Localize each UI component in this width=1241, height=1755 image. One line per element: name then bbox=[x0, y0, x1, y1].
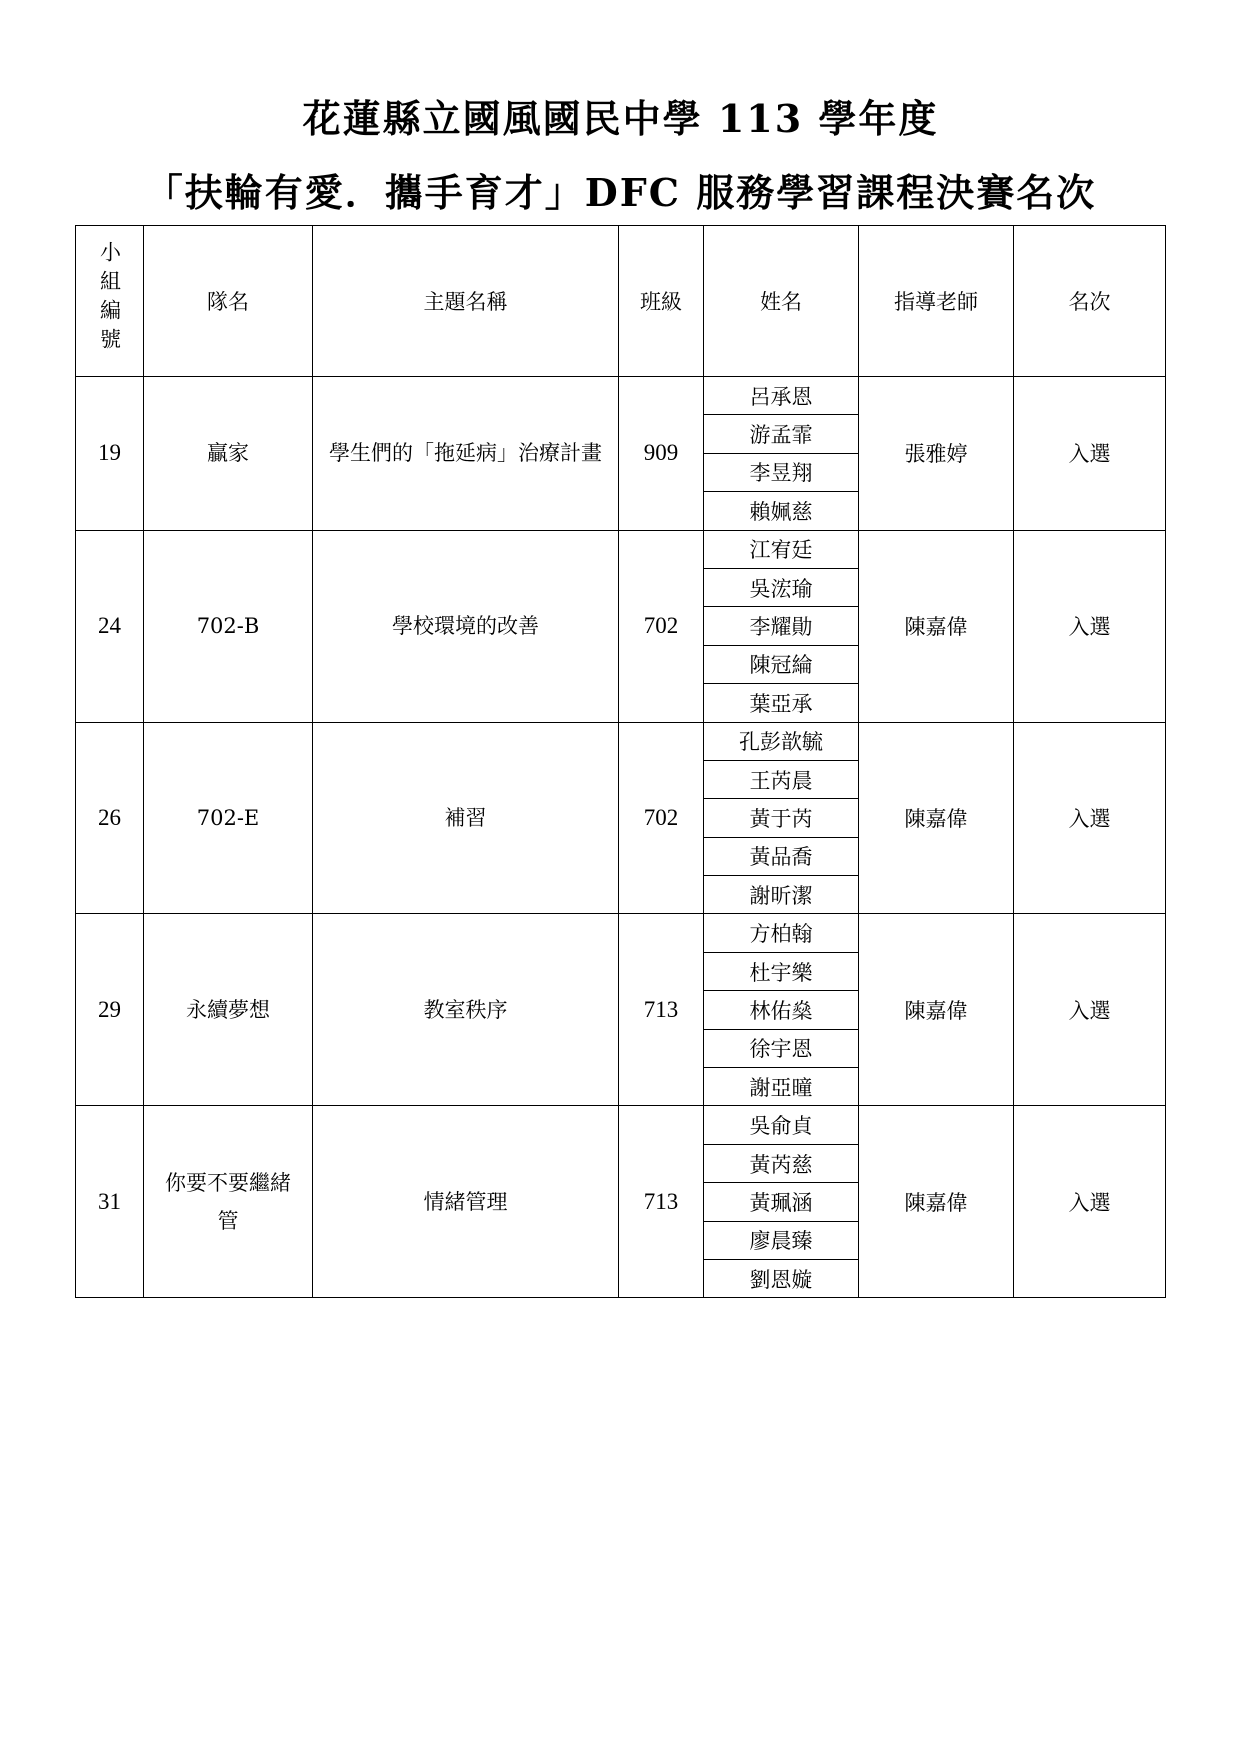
member-name-cell: 徐宇恩 bbox=[704, 1029, 859, 1067]
member-name-cell: 李耀勛 bbox=[704, 607, 859, 645]
teacher-cell: 陳嘉偉 bbox=[859, 1106, 1014, 1298]
rank-cell: 入選 bbox=[1014, 722, 1166, 914]
column-header-team: 隊名 bbox=[144, 226, 313, 377]
team-name-cell: 永續夢想 bbox=[144, 914, 313, 1106]
column-header-class: 班級 bbox=[619, 226, 704, 377]
document-title: 花蓮縣立國風國民中學 113 學年度 bbox=[302, 96, 939, 141]
member-name-cell: 游孟霏 bbox=[704, 415, 859, 453]
member-name-cell: 杜宇樂 bbox=[704, 952, 859, 990]
member-name-cell: 呂承恩 bbox=[704, 377, 859, 415]
member-name-cell: 林佑燊 bbox=[704, 991, 859, 1029]
group-number-cell: 26 bbox=[76, 722, 144, 914]
member-name-cell: 廖晨臻 bbox=[704, 1221, 859, 1259]
teacher-cell: 陳嘉偉 bbox=[859, 914, 1014, 1106]
table-row bbox=[76, 914, 1166, 952]
table-row bbox=[76, 1106, 1166, 1144]
rank-cell: 入選 bbox=[1014, 1106, 1166, 1298]
results-table bbox=[75, 225, 1166, 1298]
member-name-cell: 葉亞承 bbox=[704, 684, 859, 722]
table-header-row bbox=[76, 226, 1166, 377]
rank-cell: 入選 bbox=[1014, 377, 1166, 531]
topic-cell: 補習 bbox=[313, 722, 619, 914]
member-name-cell: 王芮晨 bbox=[704, 760, 859, 798]
table-row bbox=[76, 722, 1166, 760]
table-row bbox=[76, 377, 1166, 415]
member-name-cell: 江宥廷 bbox=[704, 530, 859, 568]
teacher-cell: 張雅婷 bbox=[859, 377, 1014, 531]
team-name-cell: 贏家 bbox=[144, 377, 313, 531]
group-number-cell: 24 bbox=[76, 530, 144, 722]
team-name-cell: 702-B bbox=[144, 530, 313, 722]
table-row bbox=[76, 530, 1166, 568]
member-name-cell: 黃珮涵 bbox=[704, 1183, 859, 1221]
member-name-cell: 黃芮慈 bbox=[704, 1144, 859, 1182]
group-number-cell: 31 bbox=[76, 1106, 144, 1298]
column-header-topic: 主題名稱 bbox=[313, 226, 619, 377]
member-name-cell: 黃于芮 bbox=[704, 799, 859, 837]
topic-cell: 情緒管理 bbox=[313, 1106, 619, 1298]
member-name-cell: 謝昕潔 bbox=[704, 876, 859, 914]
class-cell: 713 bbox=[619, 914, 704, 1106]
teacher-cell: 陳嘉偉 bbox=[859, 530, 1014, 722]
topic-cell: 學生們的「拖延病」治療計畫 bbox=[313, 377, 619, 531]
rank-cell: 入選 bbox=[1014, 914, 1166, 1106]
member-name-cell: 李昱翔 bbox=[704, 453, 859, 491]
member-name-cell: 謝亞曈 bbox=[704, 1068, 859, 1106]
column-header-name: 姓名 bbox=[704, 226, 859, 377]
member-name-cell: 陳冠綸 bbox=[704, 645, 859, 683]
member-name-cell: 劉恩嫙 bbox=[704, 1259, 859, 1297]
class-cell: 713 bbox=[619, 1106, 704, 1298]
class-cell: 702 bbox=[619, 722, 704, 914]
team-name-cell: 702-E bbox=[144, 722, 313, 914]
class-cell: 702 bbox=[619, 530, 704, 722]
member-name-cell: 吳俞貞 bbox=[704, 1106, 859, 1144]
member-name-cell: 吳浤瑜 bbox=[704, 568, 859, 606]
group-number-cell: 29 bbox=[76, 914, 144, 1106]
column-header-rank: 名次 bbox=[1014, 226, 1166, 377]
team-name-cell: 你要不要繼緒管 bbox=[144, 1106, 313, 1298]
member-name-cell: 黃品喬 bbox=[704, 837, 859, 875]
column-header-group-no: 小組編號 bbox=[76, 226, 144, 377]
class-cell: 909 bbox=[619, 377, 704, 531]
member-name-cell: 賴姵慈 bbox=[704, 492, 859, 530]
document-subtitle: 「扶輪有愛．攜手育才」DFC 服務學習課程決賽名次 bbox=[144, 170, 1097, 215]
column-header-teacher: 指導老師 bbox=[859, 226, 1014, 377]
member-name-cell: 方柏翰 bbox=[704, 914, 859, 952]
group-number-cell: 19 bbox=[76, 377, 144, 531]
teacher-cell: 陳嘉偉 bbox=[859, 722, 1014, 914]
topic-cell: 教室秩序 bbox=[313, 914, 619, 1106]
topic-cell: 學校環境的改善 bbox=[313, 530, 619, 722]
rank-cell: 入選 bbox=[1014, 530, 1166, 722]
member-name-cell: 孔彭歆毓 bbox=[704, 722, 859, 760]
